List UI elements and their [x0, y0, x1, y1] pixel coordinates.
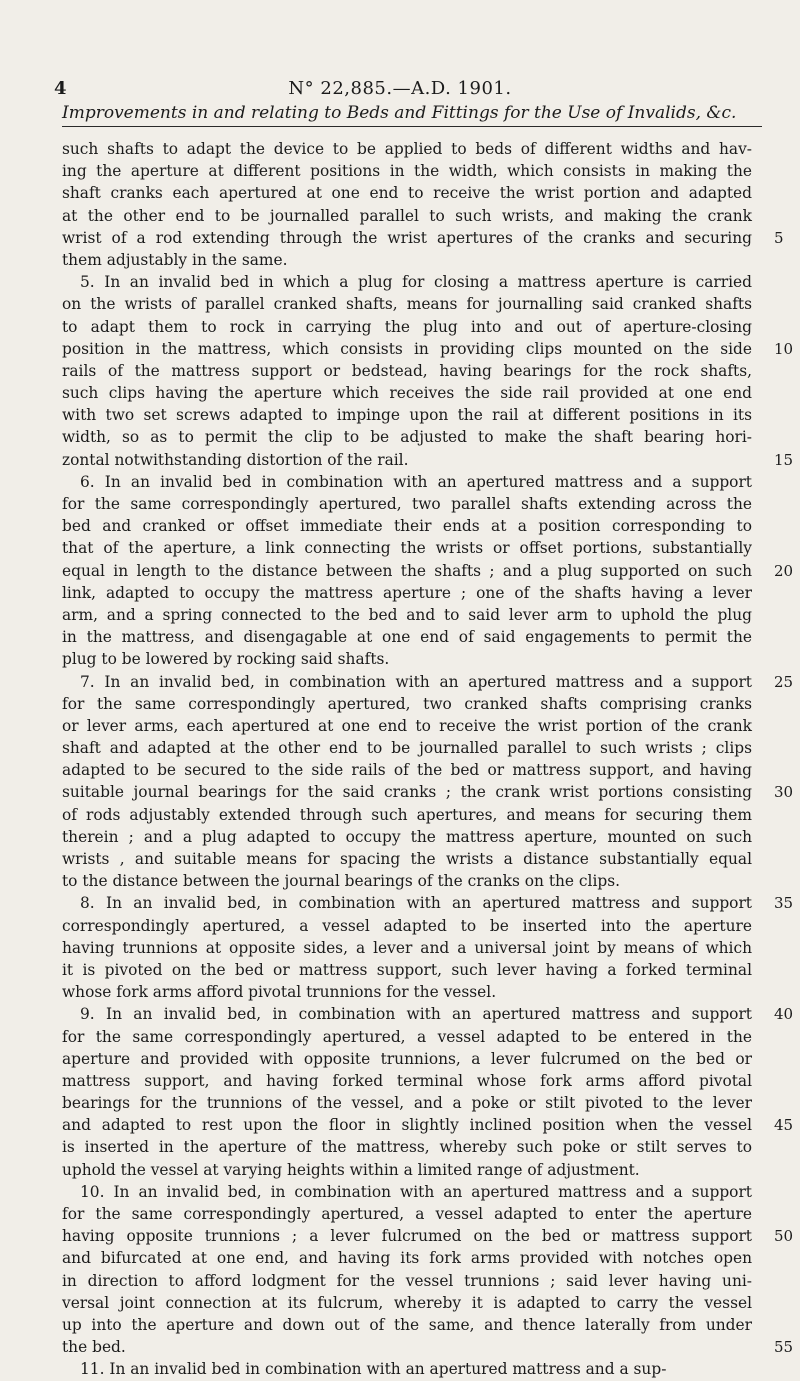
- text-line: [62, 382, 752, 404]
- text-line-content: versal joint connection at its fulcrum, whereby it is adapted to carry the vessel: [62, 1293, 752, 1312]
- text-line: [62, 1092, 752, 1114]
- text-line: [62, 626, 752, 648]
- text-line: [62, 1358, 752, 1380]
- text-line-content: link, adapted to occupy the mattress aperture ; one of the shafts having a lever: [62, 583, 752, 602]
- text-line-content: is inserted in the aperture of the mattress, whereby such poke or stilt serves to: [62, 1138, 752, 1157]
- text-line-content: 10. In an invalid bed, in combination with an apertured mattress and a support: [80, 1182, 752, 1201]
- margin-line-number: 35: [774, 894, 794, 913]
- text-line-content: 9. In an invalid bed, in combination with an apertured mattress and support: [80, 1005, 752, 1024]
- text-line: [62, 316, 752, 338]
- margin-line-number: 25: [774, 672, 794, 691]
- text-line: [62, 1336, 794, 1358]
- text-line-content: correspondingly apertured, a vessel adapted to be inserted into the aperture: [62, 916, 752, 935]
- text-line-content: adapted to be secured to the side rails of the bed or mattress support, and having: [62, 761, 752, 780]
- running-title: Improvements in and relating to Beds and Fittings for the Use of Invalids, &c.: [62, 103, 762, 127]
- text-line-content: for the same correspondingly apertured, two parallel shafts extending across the: [62, 495, 752, 513]
- text-line-content: shaft cranks each apertured at one end to receive the wrist portion and adapted: [62, 184, 752, 203]
- text-line: [62, 1159, 752, 1181]
- text-line: [62, 1003, 794, 1025]
- text-line: [62, 981, 752, 1003]
- text-line: [62, 1225, 794, 1247]
- text-line-content: mattress support, and having forked terminal whose fork arms afford pivotal: [62, 1071, 752, 1090]
- text-line: [62, 737, 752, 759]
- text-line-content: shaft and adapted at the other end to be journalled parallel to such wrists ; clips: [62, 739, 752, 758]
- text-line-content: width, so as to permit the clip to be adjusted to make the shaft bearing hori-: [62, 428, 752, 447]
- text-line: [62, 515, 752, 537]
- text-line: [62, 715, 752, 737]
- text-line-content: ing the aperture at different positions in the width, which consists in making the: [62, 162, 752, 181]
- text-line-content: having opposite trunnions ; a lever fulcrumed on the bed or mattress support: [62, 1227, 752, 1246]
- text-line: [62, 182, 752, 204]
- text-line: [62, 360, 752, 382]
- text-line: [62, 693, 752, 715]
- text-line-content: them adjustably in the same.: [62, 250, 288, 269]
- text-line-content: to the distance between the journal bearings of the cranks on the clips.: [62, 872, 621, 891]
- text-line-content: wrists , and suitable means for spacing the wrists a distance substantially equal: [62, 850, 752, 868]
- text-line: [62, 1181, 752, 1203]
- text-line-content: rails of the mattress support or bedstead, having bearings for the rock shafts,: [62, 361, 752, 380]
- claims-text: [62, 138, 794, 1381]
- margin-line-number: 55: [774, 1338, 794, 1357]
- text-line-content: to adapt them to rock in carrying the plug into and out of aperture-closing: [62, 317, 752, 336]
- text-line-content: such clips having the aperture which receives the side rail provided at one end: [62, 384, 752, 403]
- text-line: [62, 892, 794, 914]
- text-line-content: for the same correspondingly apertured, a vessel adapted to enter the aperture: [62, 1205, 752, 1223]
- text-line-content: or lever arms, each apertured at one end to receive the wrist portion of the crank: [62, 716, 752, 735]
- text-line-content: at the other end to be journalled parallel to such wrists, and making the crank: [62, 206, 752, 225]
- text-line: [62, 471, 752, 493]
- text-line: [62, 671, 794, 693]
- text-line: [62, 1270, 752, 1292]
- text-line: [62, 804, 752, 826]
- text-line-content: aperture and provided with opposite trunnions, a lever fulcrumed on the bed or: [62, 1049, 752, 1068]
- text-line-content: equal in length to the distance between the shafts ; and a plug supported on such: [62, 561, 752, 580]
- text-line: [62, 338, 794, 360]
- text-line-content: having trunnions at opposite sides, a lever and a universal joint by means of which: [62, 938, 752, 957]
- text-line-content: for the same correspondingly apertured, a vessel adapted to be entered in the: [62, 1027, 752, 1046]
- text-line-content: of rods adjustably extended through such apertures, and means for securing them: [62, 805, 752, 824]
- text-line: [62, 205, 752, 227]
- text-line-content: in direction to afford lodgment for the vessel trunnions ; said lever having uni-: [62, 1271, 752, 1290]
- text-line-content: and adapted to rest upon the floor in slightly inclined position when the vessel: [62, 1116, 752, 1135]
- text-line-content: plug to be lowered by rocking said shafts.: [62, 650, 390, 669]
- text-line-content: position in the mattress, which consists in providing clips mounted on the side: [62, 339, 752, 358]
- text-line: [62, 826, 752, 848]
- text-line-content: in the mattress, and disengagable at one end of said engagements to permit the: [62, 628, 752, 647]
- margin-line-number: 5: [774, 228, 784, 247]
- text-line: [62, 1026, 752, 1048]
- margin-line-number: 40: [774, 1005, 794, 1024]
- text-line: [62, 1048, 752, 1070]
- text-line: [62, 1203, 752, 1225]
- text-line-content: arm, and a spring connected to the bed and to said lever arm to uphold the plug: [62, 605, 752, 624]
- text-line: [62, 1314, 752, 1336]
- text-line: [62, 937, 752, 959]
- text-line-content: suitable journal bearings for the said cranks ; the crank wrist portions consisting: [62, 783, 752, 802]
- text-line: [62, 959, 752, 981]
- text-line: [62, 870, 752, 892]
- page-number: 4: [54, 78, 67, 99]
- text-line-content: bearings for the trunnions of the vessel, and a poke or stilt pivoted to the lever: [62, 1094, 752, 1113]
- text-line: [62, 915, 752, 937]
- text-line-content: therein ; and a plug adapted to occupy the mattress aperture, mounted on such: [62, 827, 752, 846]
- margin-line-number: 30: [774, 783, 794, 802]
- text-line: [62, 759, 752, 781]
- text-line: [62, 560, 794, 582]
- text-line-content: uphold the vessel at varying heights within a limited range of adjustment.: [62, 1160, 640, 1179]
- text-line-content: 7. In an invalid bed, in combination with an apertured mattress and a support: [80, 672, 752, 691]
- text-line: [62, 404, 752, 426]
- text-line-content: for the same correspondingly apertured, two cranked shafts comprising cranks: [62, 694, 752, 713]
- text-line: [62, 1114, 794, 1136]
- margin-line-number: 10: [774, 339, 794, 358]
- text-line: [62, 1070, 752, 1092]
- margin-line-number: 50: [774, 1227, 794, 1246]
- text-line-content: 11. In an invalid bed in combination with an apertured mattress and a sup-: [80, 1360, 667, 1379]
- text-line: [62, 227, 784, 249]
- margin-line-number: 45: [774, 1116, 794, 1135]
- text-line: [62, 449, 794, 471]
- text-line: [62, 293, 752, 315]
- text-line-content: bed and cranked or offset immediate their ends at a position corresponding to: [62, 517, 752, 536]
- text-line-content: zontal notwithstanding distortion of the rail.: [62, 450, 409, 469]
- text-line: [62, 848, 752, 870]
- text-line-content: wrist of a rod extending through the wrist apertures of the cranks and securing: [62, 228, 752, 247]
- text-line-content: up into the aperture and down out of the same, and thence laterally from under: [62, 1315, 752, 1334]
- text-line-content: that of the aperture, a link connecting the wrists or offset portions, substantially: [62, 539, 752, 558]
- text-line: [62, 582, 752, 604]
- text-line: [62, 604, 752, 626]
- text-line: [62, 1292, 752, 1314]
- text-line-content: with two set screws adapted to impinge upon the rail at different positions in its: [62, 406, 752, 425]
- text-line-content: and bifurcated at one end, and having its fork arms provided with notches open: [62, 1249, 752, 1268]
- text-line: [62, 271, 752, 293]
- text-line-content: 8. In an invalid bed, in combination with an apertured mattress and support: [80, 894, 752, 913]
- text-line-content: it is pivoted on the bed or mattress support, such lever having a forked terminal: [62, 960, 752, 979]
- text-line: [62, 138, 752, 160]
- text-line-content: on the wrists of parallel cranked shafts, means for journalling said cranked shafts: [62, 295, 752, 314]
- text-line: [62, 1136, 752, 1158]
- text-line: [62, 160, 752, 182]
- text-line: [62, 781, 794, 803]
- text-line: [62, 537, 752, 559]
- text-line-content: such shafts to adapt the device to be applied to beds of different widths and hav-: [62, 140, 752, 158]
- text-line-content: 5. In an invalid bed in which a plug for closing a mattress aperture is carried: [80, 273, 752, 292]
- margin-line-number: 20: [774, 561, 794, 580]
- text-line-content: the bed.: [62, 1338, 126, 1357]
- margin-line-number: 15: [774, 450, 794, 469]
- specification-reference: N° 22,885.—A.D. 1901.: [288, 78, 512, 99]
- text-line-content: 6. In an invalid bed in combination with an apertured mattress and a support: [80, 472, 752, 491]
- text-line: [62, 426, 752, 448]
- text-line-content: whose fork arms afford pivotal trunnions for the vessel.: [62, 983, 497, 1002]
- text-line: [62, 1247, 752, 1269]
- text-line: [62, 249, 752, 271]
- text-line: [62, 648, 752, 670]
- text-line: [62, 493, 752, 515]
